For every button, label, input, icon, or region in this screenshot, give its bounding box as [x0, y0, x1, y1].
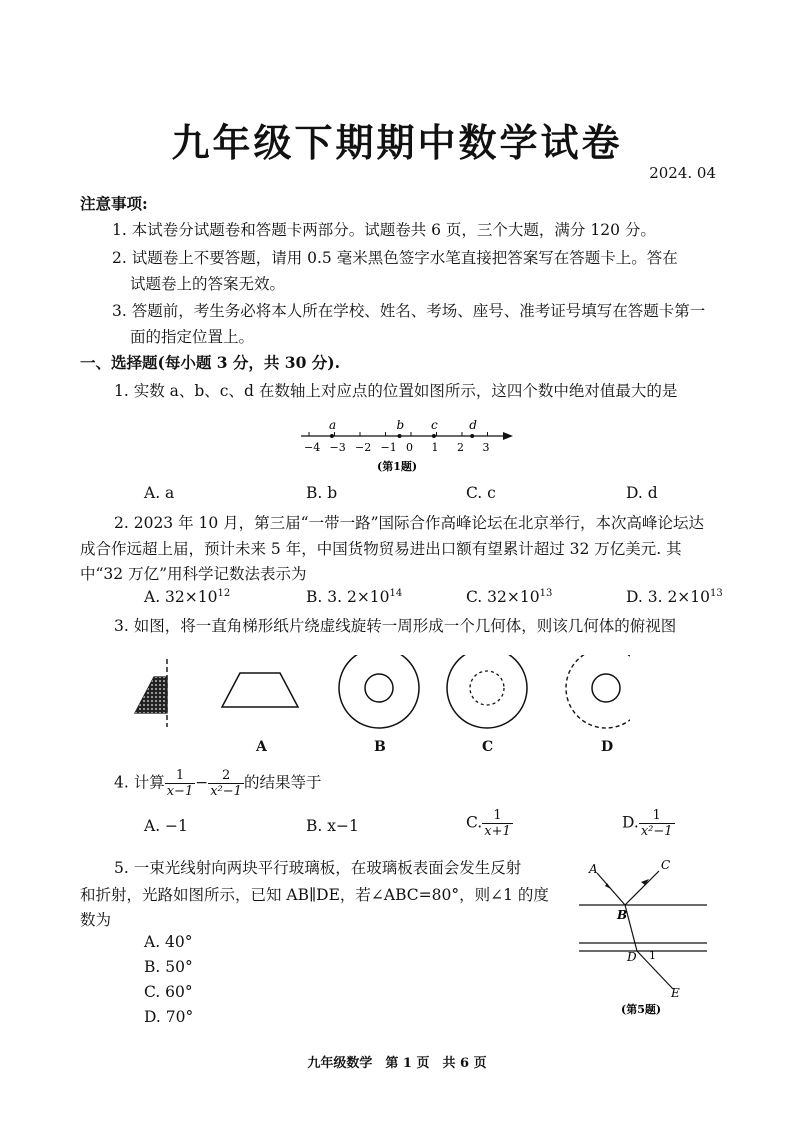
q3-label-d: D [601, 739, 614, 755]
option-d-circles-view [566, 655, 630, 728]
point-dot-b [398, 434, 402, 438]
point-label-a: a [328, 418, 337, 432]
notice-item-3: 3. 答题前，考生务必将本人所在学校、姓名、考场、座号、准考证号填写在答题卡第一 [112, 302, 706, 320]
q4-option-b: B. x−1 [306, 817, 359, 835]
tick-label: −3 [329, 441, 346, 454]
q5-option-c: C. 60° [144, 983, 193, 1001]
tick-label: 3 [482, 441, 490, 454]
point-e-label: E [671, 986, 680, 1000]
tick-label: −2 [355, 441, 372, 454]
q4-option-c: C. $\frac{1}{x+1}$ [466, 808, 511, 839]
q2-line-3: 中“32 万亿”用科学记数法表示为 [80, 565, 307, 583]
option-c-circles-view [447, 655, 527, 728]
q2-line-1: 2. 2023 年 10 月，第三届“一带一路”国际合作高峰论坛在北京举行，本次高峰论坛达 [114, 514, 705, 532]
q3-label-a: A [256, 739, 267, 755]
ray-bc [625, 871, 659, 905]
q1-caption: (第1题) [377, 460, 418, 473]
q2-line-2: 成合作远超上届，预计未来 5 年，中国货物贸易进出口额有望累计超过 32 万亿美元. 其 [80, 540, 682, 558]
option-a-trapezoid-view [222, 673, 298, 707]
point-dot-d [470, 434, 474, 438]
notice-item-2: 2. 试题卷上不要答题，请用 0.5 毫米黑色签字水笔直接把答案写在答题卡上。答在 [112, 249, 678, 267]
point-label-b: b [396, 418, 405, 432]
number-line-arrow [503, 432, 513, 440]
q2-option-d: D. 3. $2\times 10^{13}$ [626, 588, 723, 607]
exam-date: 2024. 04 [649, 164, 716, 182]
tick-label: −4 [304, 441, 321, 454]
point-dot-c [432, 434, 436, 438]
notice-item-3-cont: 面的指定位置上。 [130, 328, 255, 346]
q5-line-2: 和折射，光路如图所示，已知 AB∥DE，若∠ABC=80°，则∠1 的度 [80, 886, 549, 904]
q4-option-d: D. $\frac{1}{\text{x²−1}}$ [622, 808, 673, 839]
tick-label: −1 [380, 441, 397, 454]
q1-option-b: B. b [306, 484, 338, 502]
tick-label: 2 [457, 441, 464, 454]
point-d-label: D [627, 950, 637, 964]
q4-fraction-1: $\frac{1}{x-1}$ [166, 768, 194, 799]
point-label-d: d [469, 418, 477, 432]
q5-line-3: 数为 [80, 911, 112, 929]
point-a-label: A [589, 862, 598, 876]
q1-option-d: D. d [626, 484, 658, 502]
point-label-c: c [430, 418, 438, 432]
q1-option-a: A. a [144, 484, 175, 502]
q5-line-1: 5. 一束光线射向两块平行玻璃板，在玻璃板表面会发生反射 [114, 859, 522, 877]
q1-stem: 1. 实数 a、b、c、d 在数轴上对应点的位置如图所示，这四个数中绝对值最大的是 [114, 382, 678, 400]
tick-label: 1 [431, 441, 439, 454]
page-title: 九年级下期期中数学试卷 [171, 120, 623, 165]
q2-option-a: A. $32\times 10^{12}$ [144, 588, 231, 607]
q2-option-b: B. 3. $2\times 10^{14}$ [306, 588, 403, 607]
q3-stem: 3. 如图，将一直角梯形纸片绕虚线旋转一周形成一个几何体，则该几何体的俯视图 [114, 617, 677, 635]
point-b-label: B [617, 908, 628, 922]
q1-option-c: C. c [466, 484, 496, 502]
point-dot-a [330, 434, 334, 438]
number-line-figure [295, 408, 525, 478]
notice-item-2-cont: 试题卷上的答案无效。 [130, 275, 286, 293]
light-path-figure [575, 855, 715, 1020]
q4-stem: 4. 计算 $\frac{1}{x-1}$ − $\frac{2}{\text{x²−1}}$ 的结果等于 [114, 768, 322, 799]
q3-label-c: C [482, 739, 494, 755]
page-footer: 九年级数学 第 1 页 共 6 页 [307, 1056, 487, 1071]
tick-label: 0 [406, 441, 413, 454]
angle-1-label: 1 [649, 949, 656, 962]
q5-option-b: B. 50° [144, 958, 193, 976]
q2-option-c: C. $32\times 10^{13}$ [466, 588, 553, 607]
q4-option-a: A. −1 [144, 817, 188, 835]
trapezoid-figure [135, 659, 167, 727]
q3-label-b: B [374, 739, 386, 755]
option-b-circles-view [339, 655, 419, 728]
q5-caption: (第5题) [621, 1003, 662, 1016]
q5-option-a: A. 40° [144, 933, 193, 951]
q4-fraction-2: $\frac{2}{\text{x²−1}}$ [210, 768, 242, 799]
q5-option-d: D. 70° [144, 1008, 194, 1026]
notice-item-1: 1. 本试卷分试题卷和答题卡两部分。试题卷共 6 页，三个大题，满分 120 分。 [112, 221, 656, 239]
point-c-label: C [661, 858, 671, 872]
notice-heading: 注意事项: [80, 194, 148, 213]
section-heading: 一、选择题(每小题 3 分，共 30 分). [80, 353, 341, 372]
q3-figures [130, 655, 630, 735]
